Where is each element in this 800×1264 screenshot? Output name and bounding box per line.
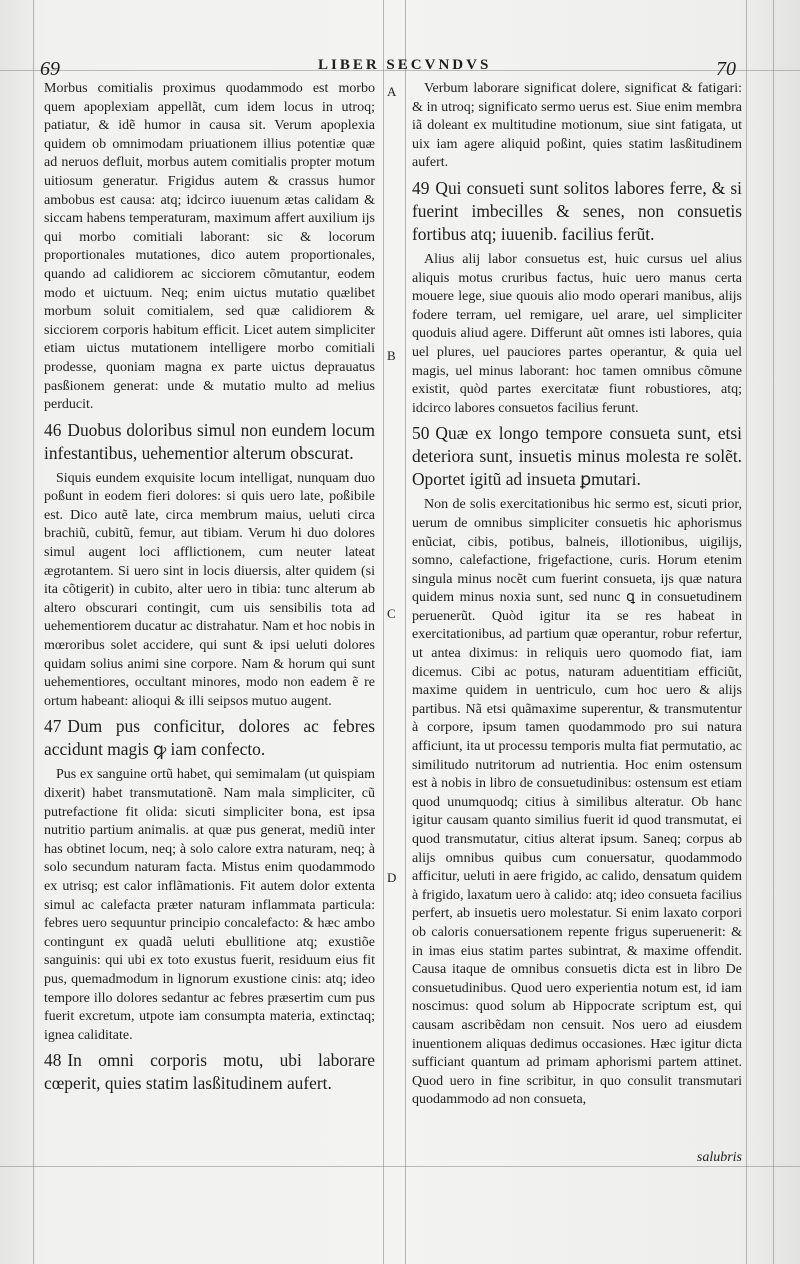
margin-marker-a: A (387, 84, 397, 99)
page-number-left: 69 (40, 58, 60, 80)
aphorism-49 (412, 177, 742, 246)
paragraph: Morbus comitialis proximus quodammodo est morbo quem apoplexiam appellãt, cum idem locus in utroq; patiatur, & idẽ humor in causa sit. Verum apoplexia quidem ob omnimodam priuationem illius potentiæ quæ ad neruos defluit, morbus autem comitialis propter motum uitiosum generatur. Frigidus autem & crassus humor ambobus est causa: atq; idcirco iuuenum ætas calidam & siccam habens temperaturam, maximum affert auxilium ijs qui morbo comitiali laborant: sic & locorum proportionales mutationes, dico autem proportionales, quando ad calidiorem ac sicciorem cõmutantur, eodem modo et uictuum. Neq; enim uictus mutatio quælibet morbum soluit comitialem, sed quæ calidiorem & sicciorem corporis habitum efficit. Licet autem simpliciter etiam uictus mutationem intelligere morbo comitiali prodesse, quoniam magna ex parte uictus deprauatus pasßionem generat: unde & mutatio multo ad melius perducit. (44, 81, 375, 413)
aphorism-text: Duobus doloribus simul non eundem locum infestantibus, uehementior alterum obscurat. (44, 419, 375, 463)
aphorism-number: 48 (44, 1050, 62, 1071)
aphorism-text: Dum pus conficitur, dolores ac febres accidunt magis ꝙ iam confecto. (44, 716, 375, 760)
aphorism-text: Qui consueti sunt solitos labores ferre, & si fuerint imbecilles & senes, non consuetis fortibus atq; iuuenib. facilius ferũt. (412, 177, 742, 244)
aphorism-number: 50 (412, 423, 430, 444)
paragraph: Verbum laborare significat dolere, significat & fatigari: & in utroq; significato sermo uerus est. Siue enim membra iã doleant ex multitudine motionum, siue sint fatigata, ut uix iam agere aliquid poßint, quies statim lasßitudinem aufert. (412, 81, 742, 171)
right-column (412, 80, 742, 1114)
scan-guide-line (773, 0, 774, 1264)
paragraph: Non de solis exercitationibus hic sermo est, sicuti prior, uerum de omnibus simpliciter consuetis hic aphorismus enũciat, cibis, potibus, balneis, illotionibus, uigilijs, somno, calefactione, frigefactione, curis. Horum etenim singula minus nocẽt cum fuerint consueta, ijs quæ natura quidem minus noxia sunt, sed nunc ꝗ in consuetudinem peruenerũt. Quòd igitur ita se res habeat in exercitationibus, ad partium quæ operantur, robur refertur, ut antea diximus: in reliquis uero quomodo fiat, iam dicemus. Cibi ac potus, naturam aduentitiam efficiũt, maxime quidem in uentriculo, cum hoc uero & alijs partibus. Nã etsi quãmaxime superentur, & transmutentur à corpore, ipsum tamen quodammodo pro sui natura afficiunt, ita ut processu temporis multa fiat permutatio, ac similitudo nutritorum ad nutrientia. Hoc enim ostensum est à nobis in libro de consuetudinibus: ostensum est etiam quod unumquodq; citius à similibus alteratur. Ob hanc igitur causam quanto similius fuerit id quod transmutat, ei quod transmutatur, citius alterat ipsum. Saneq; corpus ab alijs omnibus quibus cum conuersatur, quodammodo afficitur, ueluti in aere frigido, ac calido, densatum quidem à frigido, laxatum uero à calido: atq; ideo consueta facilius perfert, ab insuetis uero molestatur. Si enim laxato corpori ob caloris conuersationem repente frigus superuenerit: & in imas eius statim partes subintrat, & maxime offendit. Causa itaque de omnibus consuetis dicta est in libro De consuetudinibus. Quod uero experientia notum est, id iam noscimus: quod solum ab Hippocrate scriptum est, qui causam ascribẽdam non censuit. Nos uero ad eiusdem inuentionem aliquas dedimus occasiones. Hæc igitur dicta sufficiant quantum ad primam aphorismi partem attinet. Quod uero in fine scribitur, in quo consulit transmutari quodammodo ad non consueta, (412, 497, 742, 1108)
scan-guide-line (746, 0, 747, 1264)
paragraph: Siquis eundem exquisite locum intelligat, nunquam duo poßunt in eodem fieri dolores: si quis uero late, poßibile est. Dico autẽ late, circa membrum maius, ueluti circa brachiũ, cubitũ, femur, aut tibiam. Verum hi duo dolores simul augent loci afflictionem, cum neuter lateat ægrotantem. Si uero sint in locis diuersis, alter quidem (si ita cõtigerit) in cubito, alter uero in tibia: tunc alterum ab altero obscurari contingit, cum uis sensibilis tota ad uehementiorem ducatur ac distrahatur. Nam et hoc nobis in mœroribus solet accidere, qui sunt & ipsi ueluti dolores quidam solius animi sine corpore. Nam & horum qui sunt uehementiores, occultant minores, modo non eadem ẽ re ortum habeant: alioqui & illi seipsos mutuo augent. (44, 470, 375, 709)
scan-guide-line (33, 0, 34, 1264)
aphorism-number: 46 (44, 419, 62, 440)
left-column (44, 80, 375, 1100)
aphorism-number: 47 (44, 716, 62, 737)
margin-marker-c: C (387, 606, 396, 621)
margin-marker-d: D (387, 870, 397, 885)
scan-guide-line (405, 0, 406, 1264)
margin-marker-b: B (387, 348, 396, 363)
scan-guide-line (0, 1166, 800, 1167)
paragraph: Alius alij labor consuetus est, huic cursus uel alius aliquis motus cruribus factus, huic uero manus certa mouere lege, siue quouis alio modo operari manibus, alijs fodere terram, uel remigare, uel arare, uel simpliciter quoduis aliud agere. Differunt aũt omnes isti labores, quia uel plures, uel pauciores partes operantur, & quia uel magis, uel minus laborant: hoc tamen omnibus cõmune existit, quòd partes exercitatæ fiunt robustiores, atq; idcirco labores consuetos facilius ferunt. (412, 251, 742, 416)
running-head: LIBER SECVNDVS (318, 57, 492, 73)
aphorism-50 (412, 422, 742, 491)
aphorism-46 (44, 419, 375, 465)
aphorism-text: In omni corporis motu, ubi laborare cœperit, quies statim lasßitudinem aufert. (44, 1050, 375, 1094)
page-number-right: 70 (716, 58, 736, 80)
aphorism-text: Quæ ex longo tempore consueta sunt, etsi deteriora sunt, insuetis minus molesta re solẽt. Oportet igitũ ad insueta ꝑmutari. (412, 423, 742, 490)
scan-guide-line (383, 0, 384, 1264)
catchword: salubris (696, 1150, 742, 1165)
paragraph: Pus ex sanguine ortũ habet, qui semimalam (ut quispiam dixerit) habet transmutationẽ. Nam mala simpliciter, cũ putrefactione fit olida: sicuti simpliciter bona, est ipsa nutritio partium animalis. at quæ pus generat, mediũ inter has obtinet locum, neq; à solo calore extra naturam, neq; à solo secundum naturam facta. Mistus enim quodammodo ex utrisq; est calor inflãmationis. Fit autem dolor extenta simul ac calefacta præter naturam inflammata particula: febres uero sequuntur principio concalefacto: & hæc ambo contingunt ex quadã ueluti ebullitione atq; exustiõe sanguinis: qui ubi ex toto exustus fuerit, residuum eius fit pus, quemadmodum in lignorum exustione cinis: atq; ideo tempore illo dolores sedantur ac febres præsertim cum pus fuerit excretum, utpote iam consumpta materia, extinctaq; ignea caliditate. (44, 767, 375, 1043)
aphorism-number: 49 (412, 177, 430, 198)
aphorism-48 (44, 1049, 375, 1095)
aphorism-47 (44, 715, 375, 761)
